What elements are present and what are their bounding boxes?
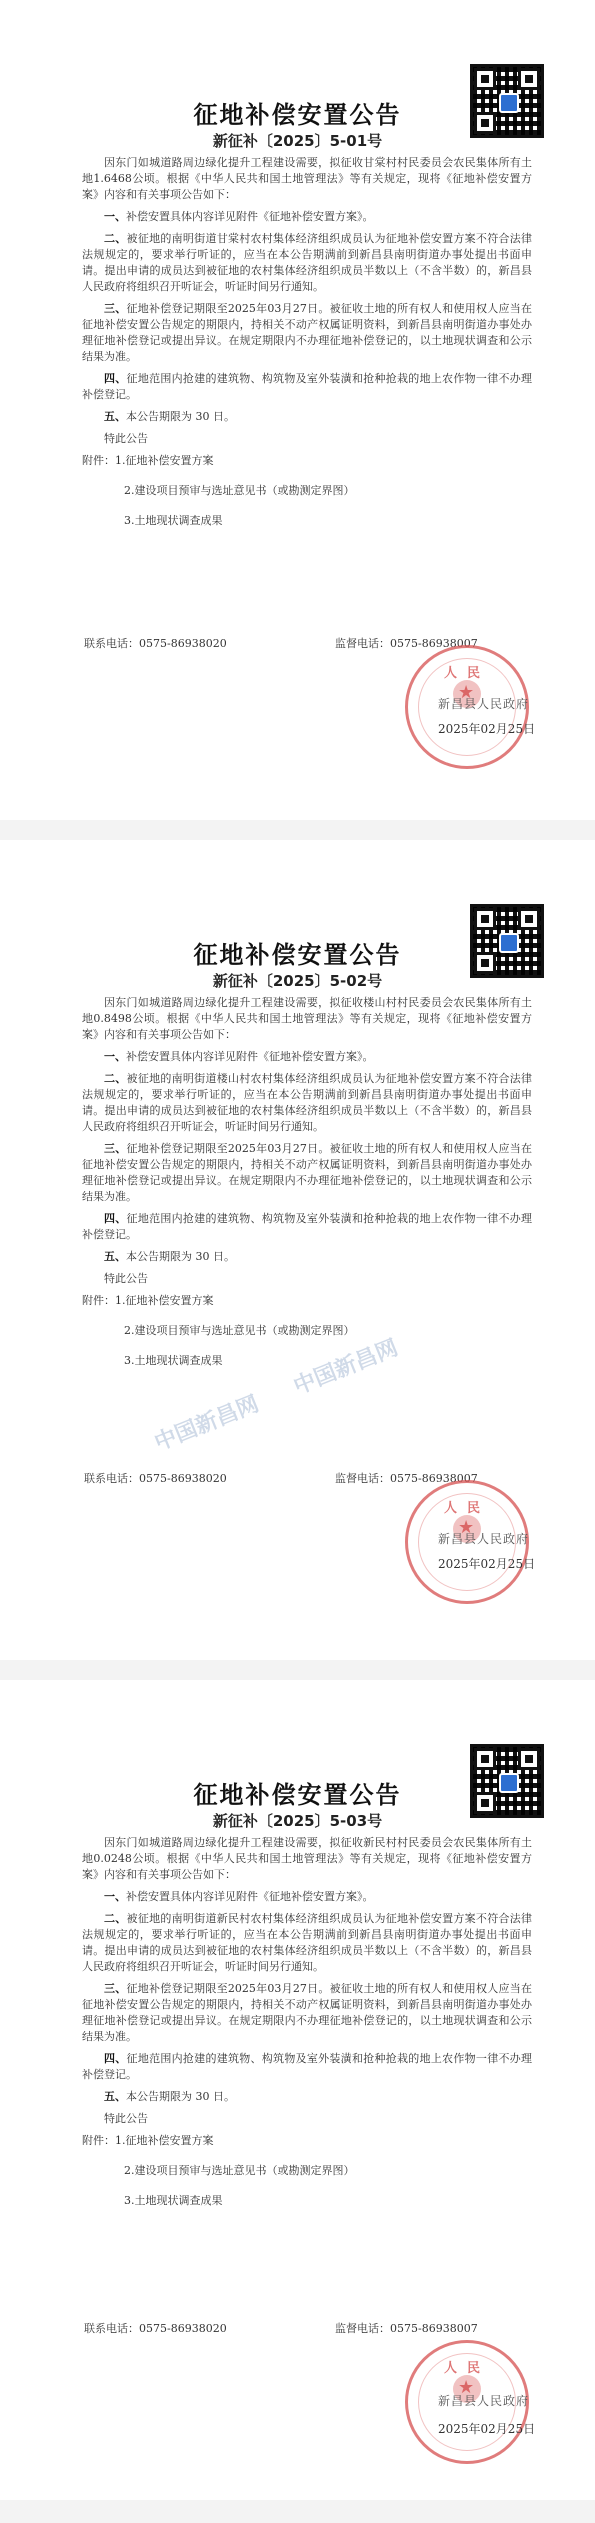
attachment-1: 附件：1.征地补偿安置方案 (82, 1294, 214, 1307)
clause-3: 三、征地补偿登记期限至2025年03月27日。被征收土地的所有权人和使用权人应当在征地补偿安置公告规定的期限内，持相关不动产权属证明资料，到新昌县南明街道办事处办理征地补偿登记或提出异议。在规定期限内不办理征地补偿登记的，以土地现状调查和公示结果为准。 (82, 1142, 532, 1203)
special-note: 特此公告 (104, 2112, 148, 2125)
notice-1 (0, 0, 595, 820)
supervise-phone: 监督电话：0575-86938007 (335, 1472, 478, 1485)
clause-2: 二、被征地的南明街道甘棠村农村集体经济组织成员认为征地补偿安置方案不符合法律法规规定的，要求举行听证的，应当在本公告期满前到新昌县南明街道办事处提出书面申请。提出申请的成员达到被征地的农村集体经济组织成员半数以上（不含半数）的，新昌县人民政府将组织召开听证会，听证时间另行通知。 (82, 232, 533, 293)
official-seal-icon: 人民 ★ (405, 645, 529, 769)
attachment-1: 附件：1.征地补偿安置方案 (82, 2134, 214, 2147)
notice-title: 征地补偿安置公告 (193, 101, 402, 129)
notice-3 (0, 1680, 595, 2500)
notice-body (82, 1835, 532, 2223)
supervise-phone: 监督电话：0575-86938007 (335, 637, 478, 650)
attachment-2: 2.建设项目预审与选址意见书（或勘测定界图） (124, 2164, 355, 2177)
issuer-name: 新昌县人民政府 (438, 1532, 530, 1546)
clause-4: 四、征地范围内抢建的建筑物、构筑物及室外装潢和抢种抢栽的地上农作物一律不办理补偿登记。 (82, 372, 533, 401)
issue-date: 2025年02月25日 (438, 2422, 536, 2436)
document-number: 新征补〔2025〕5-02号 (212, 972, 383, 990)
supervise-phone: 监督电话：0575-86938007 (335, 2322, 478, 2335)
clause-5: 五、本公告期限为 30 日。 (104, 1250, 235, 1263)
issuer-name: 新昌县人民政府 (438, 2394, 530, 2408)
attachment-2: 2.建设项目预审与选址意见书（或勘测定界图） (124, 484, 355, 497)
notice-body (82, 155, 532, 543)
attachment-3: 3.土地现状调查成果 (124, 514, 223, 527)
contact-phone: 联系电话：0575-86938020 (84, 637, 227, 650)
notice-2 (0, 840, 595, 1660)
clause-3: 三、征地补偿登记期限至2025年03月27日。被征收土地的所有权人和使用权人应当在征地补偿安置公告规定的期限内，持相关不动产权属证明资料，到新昌县南明街道办事处办理征地补偿登记或提出异议。在规定期限内不办理征地补偿登记的，以土地现状调查和公示结果为准。 (82, 302, 532, 363)
issue-date: 2025年02月25日 (438, 1557, 536, 1571)
issuer-name: 新昌县人民政府 (438, 697, 530, 711)
document-number: 新征补〔2025〕5-01号 (212, 132, 383, 150)
watermark: 中国新昌网中国新昌网 (151, 1335, 402, 1457)
official-seal-icon: 人民 ★ (405, 2340, 529, 2464)
intro-paragraph: 因东门如城道路周边绿化提升工程建设需要，拟征收新民村村民委员会农民集体所有土地0.0248公顷。根据《中华人民共和国土地管理法》等有关规定，现将《征地补偿安置方案》内容和有关事项公告如下： (82, 1836, 532, 1881)
clause-2: 二、被征地的南明街道楼山村农村集体经济组织成员认为征地补偿安置方案不符合法律法规规定的，要求举行听证的，应当在本公告期满前到新昌县南明街道办事处提出书面申请。提出申请的成员达到被征地的农村集体经济组织成员半数以上（不含半数）的，新昌县人民政府将组织召开听证会，听证时间另行通知。 (82, 1072, 533, 1133)
notice-title: 征地补偿安置公告 (193, 1781, 402, 1809)
attachment-3: 3.土地现状调查成果 (124, 1354, 223, 1367)
clause-5: 五、本公告期限为 30 日。 (104, 2090, 235, 2103)
attachment-2: 2.建设项目预审与选址意见书（或勘测定界图） (124, 1324, 355, 1337)
intro-paragraph: 因东门如城道路周边绿化提升工程建设需要，拟征收楼山村村民委员会农民集体所有土地0.8498公顷。根据《中华人民共和国土地管理法》等有关规定，现将《征地补偿安置方案》内容和有关事项公告如下： (82, 996, 532, 1041)
special-note: 特此公告 (104, 432, 148, 445)
contact-phone: 联系电话：0575-86938020 (84, 1472, 227, 1485)
document-number: 新征补〔2025〕5-03号 (212, 1812, 383, 1830)
clause-2: 二、被征地的南明街道新民村农村集体经济组织成员认为征地补偿安置方案不符合法律法规规定的，要求举行听证的，应当在本公告期满前到新昌县南明街道办事处提出书面申请。提出申请的成员达到被征地的农村集体经济组织成员半数以上（不含半数）的，新昌县人民政府将组织召开听证会，听证时间另行通知。 (82, 1912, 533, 1973)
intro-paragraph: 因东门如城道路周边绿化提升工程建设需要，拟征收甘棠村村民委员会农民集体所有土地1.6468公顷。根据《中华人民共和国土地管理法》等有关规定，现将《征地补偿安置方案》内容和有关事项公告如下： (82, 156, 532, 201)
notice-title: 征地补偿安置公告 (193, 941, 402, 969)
official-seal-icon: 人民 ★ (405, 1480, 529, 1604)
clause-1: 一、补偿安置具体内容详见附件《征地补偿安置方案》。 (104, 1890, 374, 1903)
clause-1: 一、补偿安置具体内容详见附件《征地补偿安置方案》。 (104, 1050, 374, 1063)
clause-5: 五、本公告期限为 30 日。 (104, 410, 235, 423)
clause-4: 四、征地范围内抢建的建筑物、构筑物及室外装潢和抢种抢栽的地上农作物一律不办理补偿登记。 (82, 1212, 533, 1241)
attachment-3: 3.土地现状调查成果 (124, 2194, 223, 2207)
clause-4: 四、征地范围内抢建的建筑物、构筑物及室外装潢和抢种抢栽的地上农作物一律不办理补偿登记。 (82, 2052, 533, 2081)
clause-1: 一、补偿安置具体内容详见附件《征地补偿安置方案》。 (104, 210, 374, 223)
special-note: 特此公告 (104, 1272, 148, 1285)
attachment-1: 附件：1.征地补偿安置方案 (82, 454, 214, 467)
contact-phone: 联系电话：0575-86938020 (84, 2322, 227, 2335)
clause-3: 三、征地补偿登记期限至2025年03月27日。被征收土地的所有权人和使用权人应当在征地补偿安置公告规定的期限内，持相关不动产权属证明资料，到新昌县南明街道办事处办理征地补偿登记或提出异议。在规定期限内不办理征地补偿登记的，以土地现状调查和公示结果为准。 (82, 1982, 532, 2043)
issue-date: 2025年02月25日 (438, 722, 536, 736)
